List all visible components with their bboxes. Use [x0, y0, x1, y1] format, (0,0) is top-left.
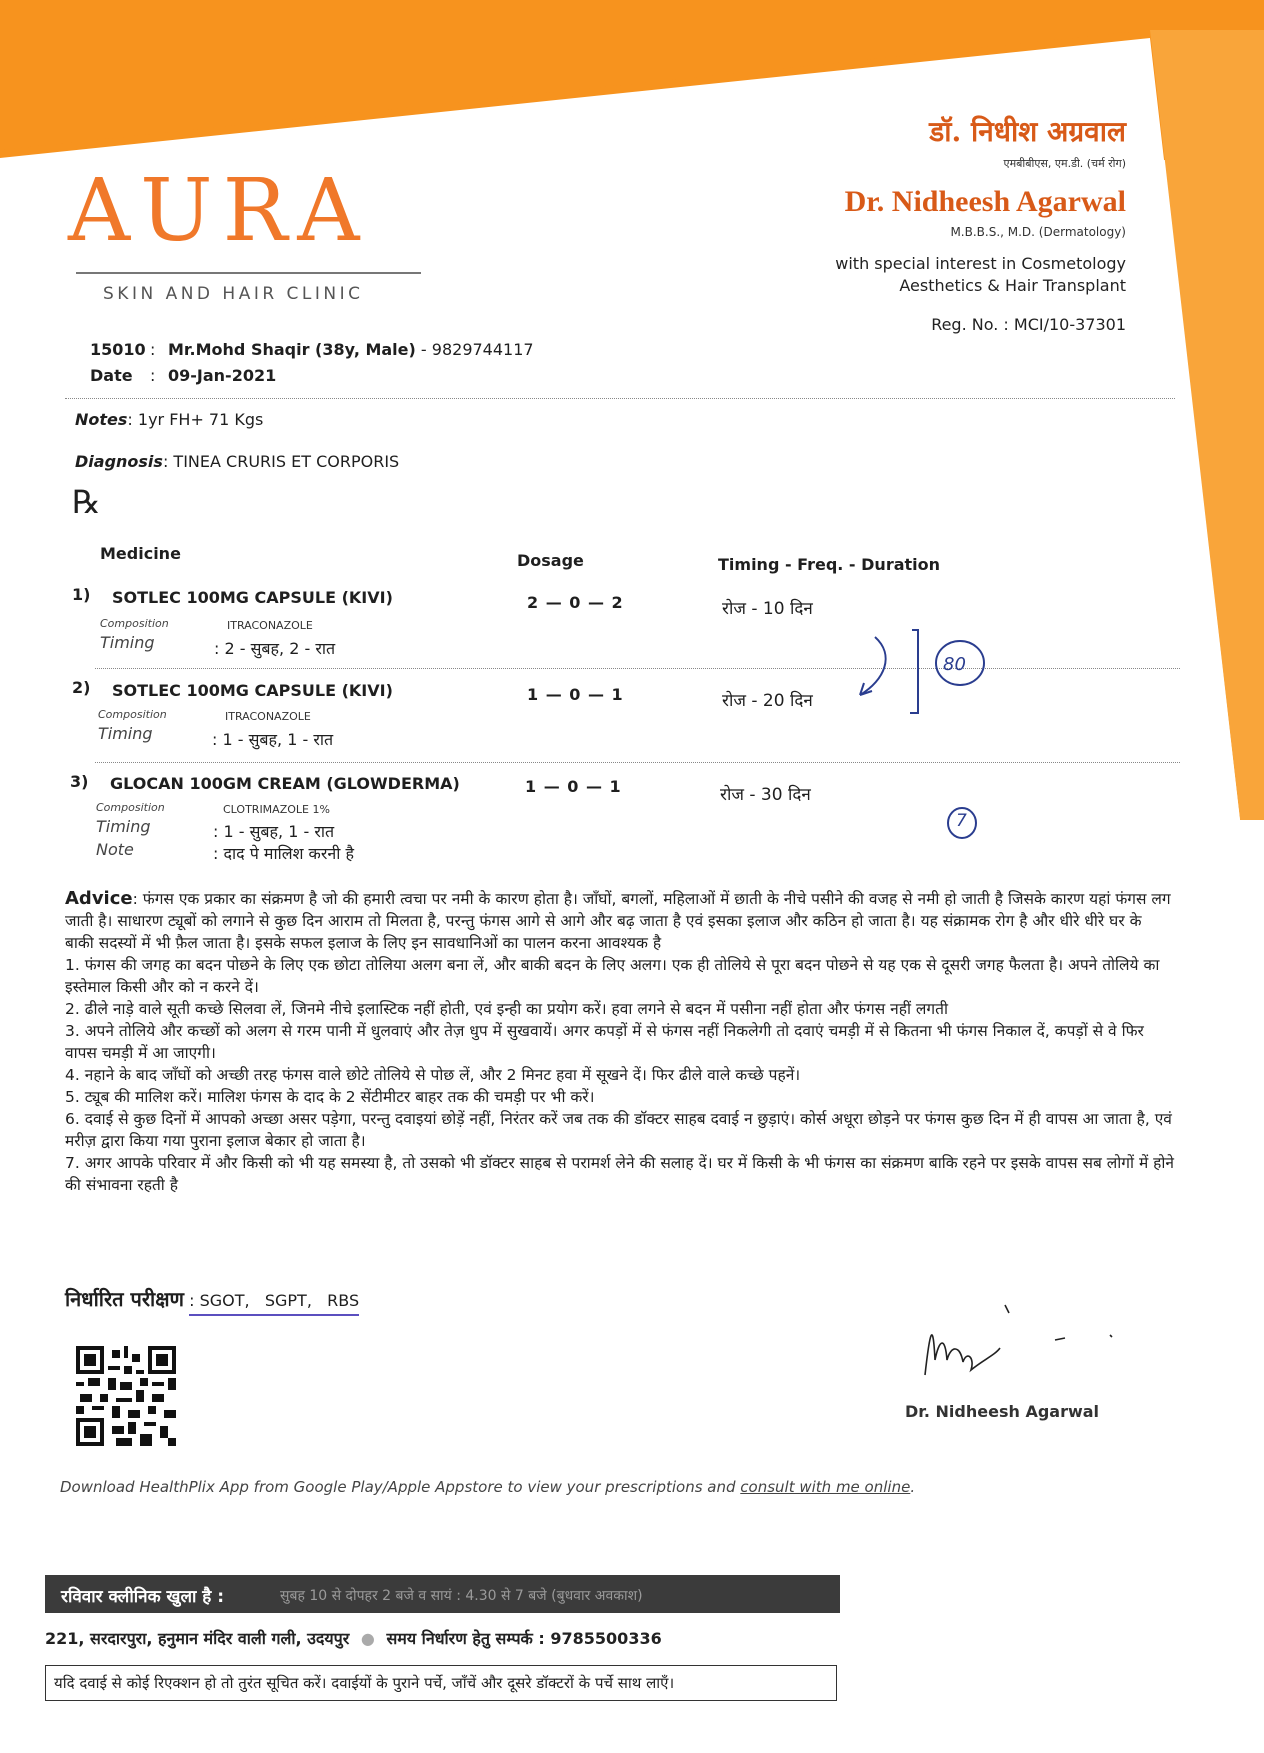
- doctor-name: Dr. Nidheesh Agarwal: [844, 185, 1126, 218]
- medicine-name: SOTLEC 100MG CAPSULE (KIVI): [112, 588, 393, 607]
- medicine-dosage: 1 — 0 — 1: [527, 685, 624, 704]
- doctor-degrees: M.B.B.S., M.D. (Dermatology): [950, 225, 1126, 239]
- doctor-degrees-hindi: एमबीबीएस, एम.डी. (चर्म रोग): [1003, 157, 1126, 170]
- bullet-icon: ●: [360, 1629, 375, 1648]
- header-medicine: Medicine: [100, 544, 181, 563]
- timing-label: Timing: [96, 817, 151, 836]
- advice-label: Advice: [65, 888, 133, 909]
- patient-id-row: [90, 340, 146, 359]
- medicine-dosage: 2 — 0 — 2: [527, 593, 624, 612]
- medicine-frequency: रोज - 30 दिन: [720, 785, 811, 805]
- patient-name-row: [168, 340, 534, 359]
- medicine-number: 3): [70, 772, 89, 791]
- divider: [95, 762, 1180, 763]
- diagnosis-label: Diagnosis: [75, 452, 163, 471]
- sunday-label: रविवार क्लीनिक खुला है :: [61, 1587, 225, 1607]
- diagnosis: Diagnosis: TINEA CRURIS ET CORPORIS: [75, 452, 400, 471]
- download-note: [60, 1478, 915, 1496]
- advice-point: 7. अगर आपके परिवार में और किसी को भी यह समस्या है, तो उसको भी डॉक्टर साहब से परामर्श लेने की सलाह दें। घर में किसी के भी फंगस का संक्रमण बाकि रहने पर इसके वापस सब लोगों में होने की संभावना रहती है: [65, 1154, 1174, 1194]
- composition-value: ITRACONAZOLE: [227, 619, 313, 632]
- medicine-name: GLOCAN 100GM CREAM (GLOWDERMA): [110, 774, 460, 793]
- medicine-frequency: रोज - 20 दिन: [722, 691, 813, 711]
- timing-value: : 2 - सुबह, 2 - रात: [214, 639, 336, 658]
- download-end: .: [910, 1478, 916, 1496]
- download-text: Download HealthPlix App from Google Play/Apple Appstore to view your prescriptions and: [60, 1478, 741, 1496]
- clinic-logo: [68, 161, 428, 304]
- advice-point: 1. फंगस की जगह का बदन पोछने के लिए एक छोटा तोलिया अलग बना लें, और बाकी बदन के लिए अलग। एक ही तोलिये से पूरा बदन पोछने से यह एक से दूसरी जगह फैलता है। अपने तोलिये का इस्तेमाल किसी और को न करने दें।: [65, 956, 1160, 996]
- sunday-hours-band: [45, 1575, 840, 1613]
- notes: Notes: 1yr FH+ 71 Kgs: [75, 410, 264, 429]
- logo-divider: [76, 272, 421, 274]
- rx-symbol: ℞: [72, 483, 101, 521]
- sunday-hours: सुबह 10 से दोपहर 2 बजे व सायं : 4.30 से 7 बजे (बुधवार अवकाश): [280, 1588, 643, 1604]
- clinic-address: 221, सरदारपुरा, हनुमान मंदिर वाली गली, उदयपुर: [45, 1629, 350, 1648]
- doctor-interest-2: Aesthetics & Hair Transplant: [899, 276, 1126, 295]
- patient-id: 15010: [90, 340, 146, 359]
- doctor-interest-1: with special interest in Cosmetology: [835, 254, 1126, 273]
- qr-code-icon: [76, 1346, 176, 1446]
- signature-icon: [905, 1300, 1135, 1390]
- divider: [95, 668, 1180, 669]
- advice-point: 3. अपने तोलिये और कच्छों को अलग से गरम पानी में धुलवाएं और तेज़ धुप में सुखवायें। अगर कपड़ों में से फंगस नहीं निकलेगी तो दवाएं चमड़ी में से कितना भी फंगस निकाल दें, कपड़ों से वे फिर वापस चमड़ी में आ जाएगी।: [65, 1022, 1144, 1062]
- diagnosis-value: TINEA CRURIS ET CORPORIS: [173, 452, 400, 471]
- date-label: Date: [90, 366, 133, 385]
- composition-value: CLOTRIMAZOLE 1%: [223, 803, 330, 816]
- notes-label: Notes: [75, 410, 128, 429]
- advice-point: 6. दवाई से कुछ दिनों में आपको अच्छा असर पड़ेगा, परन्तु दवाइयां छोड़ें नहीं, निरंतर करें जब तक की डॉक्टर साहब दवाई न छुड़ाएं। कोर्स अधूरा छोड़ने पर फंगस कुछ दिन में ही वापस आ जाता है, एवं मरीज़ द्वारा किया गया पुराना इलाज बेकार हो जाता है।: [65, 1110, 1172, 1150]
- handwritten-note-80: 80: [943, 654, 966, 675]
- doctor-info: [835, 112, 1126, 334]
- appointment-contact: समय निर्धारण हेतु सम्पर्क : 9785500336: [386, 1629, 662, 1648]
- notice-text: यदि दवाई से कोई रिएक्शन हो तो तुरंत सूचित करें। दवाईयों के पुराने पर्चे, जाँचें और दूसरे डॉक्टरों के पर्चे साथ लाएँ।: [54, 1674, 675, 1692]
- advice-point: 5. ट्यूब की मालिश करें। मालिश फंगस के दाद के 2 सेंटीमीटर बाहर तक की चमड़ी पर भी करें।: [65, 1088, 595, 1106]
- timing-value: : 1 - सुबह, 1 - रात: [212, 730, 334, 749]
- advice-intro: : फंगस एक प्रकार का संक्रमण है जो की हमारी त्वचा पर नमी के कारण होता है। जाँघों, बगलों, महिलाओं में छाती के नीचे पसीने की वजह से नमी हो जाती है जिसके कारण यहां फंगस लग जाती है। साधारण ट्यूबों को लगाने से कुछ दिन आराम तो मिलता है, परन्तु फंगस आगे से आगे और बढ़ जाता है एवं इसका इलाज और कठिन हो जाता है। यह संक्रामक रोग है और धीरे धीरे घर के बाकी सदस्यों में भी फ़ैल जाता है। इसके सफल इलाज के लिए इन सावधानिओं का पालन करना आवश्यक है: [65, 890, 1171, 952]
- medicine-frequency: रोज - 10 दिन: [722, 599, 813, 619]
- tests-label: निर्धारित परीक्षण: [65, 1287, 185, 1311]
- clinic-tagline: SKIN AND HAIR CLINIC: [103, 284, 364, 304]
- header-dosage: Dosage: [517, 551, 584, 570]
- notes-value: 1yr FH+ 71 Kgs: [137, 410, 264, 429]
- patient-phone: - 9829744117: [415, 340, 534, 359]
- handwritten-note-7: 7: [956, 811, 967, 831]
- doctor-reg-no: Reg. No. : MCI/10-37301: [931, 315, 1126, 334]
- clinic-address-row: [45, 1627, 662, 1649]
- visit-date: 09-Jan-2021: [168, 366, 277, 385]
- composition-label: Composition: [96, 801, 165, 814]
- handwritten-annotation: [840, 625, 1010, 720]
- composition-label: Composition: [100, 617, 169, 630]
- tests-values: : SGOT, SGPT, RBS: [189, 1291, 359, 1316]
- advice-point: 4. नहाने के बाद जाँघों को अच्छी तरह फंगस वाले छोटे तोलिये से पोछ लें, और 2 मिनट हवा में सूखने दें। फिर ढीले वाले कच्छे पहनें।: [65, 1066, 801, 1084]
- timing-label: Timing: [98, 724, 153, 743]
- medicine-number: 2): [72, 678, 91, 697]
- timing-value: : 1 - सुबह, 1 - रात: [213, 822, 335, 841]
- medicine-dosage: 1 — 0 — 1: [525, 777, 622, 796]
- medicine-number: 1): [72, 585, 91, 604]
- medicine-row: [72, 585, 1182, 665]
- divider: [65, 398, 1175, 399]
- note-label: Note: [96, 840, 134, 859]
- prescribed-tests: [65, 1285, 359, 1312]
- medicine-row: [72, 678, 1182, 758]
- logo-wordmark: AURA: [68, 161, 370, 261]
- patient-name: Mr.Mohd Shaqir (38y, Male): [168, 340, 416, 359]
- timing-label: Timing: [100, 633, 155, 652]
- medicine-row: [70, 772, 1180, 872]
- note-value: : दाद पे मालिश करनी है: [213, 844, 354, 863]
- composition-value: ITRACONAZOLE: [225, 710, 311, 723]
- reaction-notice: [45, 1665, 837, 1701]
- signature-name: Dr. Nidheesh Agarwal: [905, 1402, 1100, 1421]
- advice-point: 2. ढीले नाड़े वाले सूती कच्छे सिलवा लें, जिनमे नीचे इलास्टिक नहीं होती, एवं इन्ही का प्रयोग करें। हवा लगने से बदन में पसीना नहीं होता और फंगस नहीं लगती: [65, 1000, 948, 1018]
- advice-section: [65, 888, 1175, 1196]
- consult-online-link[interactable]: consult with me online: [740, 1478, 911, 1496]
- header-timing: Timing - Freq. - Duration: [718, 555, 941, 574]
- medicine-name: SOTLEC 100MG CAPSULE (KIVI): [112, 681, 393, 700]
- composition-label: Composition: [98, 708, 167, 721]
- doctor-name-hindi: डॉ. निधीश अग्रवाल: [929, 115, 1126, 148]
